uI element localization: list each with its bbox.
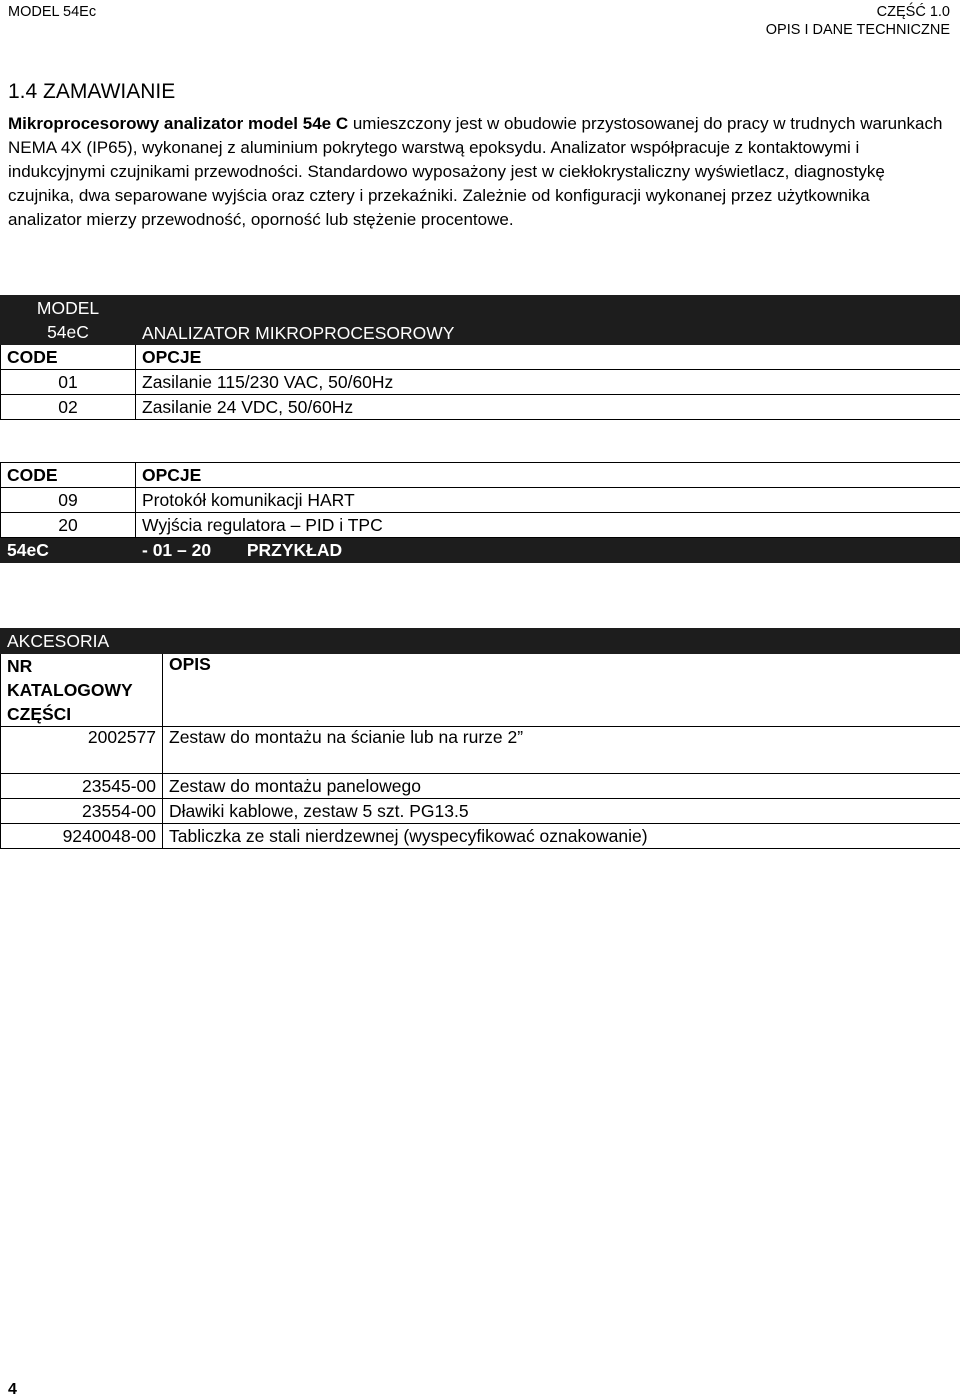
- table-row: [1, 799, 960, 824]
- table-row: [1, 488, 960, 513]
- catalog-number-header: NR KATALOGOWY CZĘŚCI: [1, 654, 163, 727]
- page-number: 4: [8, 1381, 17, 1398]
- option-desc: Zasilanie 24 VDC, 50/60Hz: [136, 395, 960, 420]
- option-desc: Wyjścia regulatora – PID i TPC: [136, 513, 960, 538]
- part-description: Dławiki kablowe, zestaw 5 szt. PG13.5: [163, 799, 960, 824]
- options-header: OPCJE: [136, 345, 960, 370]
- table-row: [1, 774, 960, 799]
- table-row: [1, 727, 960, 774]
- part-description: Zestaw do montażu panelowego: [163, 774, 960, 799]
- options-header: OPCJE: [136, 463, 960, 488]
- table-row: [1, 824, 960, 849]
- code-header: CODE: [1, 463, 136, 488]
- intro-bold: Mikroprocesorowy analizator model 54e C: [8, 114, 349, 133]
- part-number: 9240048-00: [1, 824, 163, 849]
- model-value: 54eC: [47, 322, 89, 342]
- model-column-headers: [1, 345, 960, 370]
- model-table: [0, 295, 960, 420]
- model-label-cell: [1, 296, 136, 345]
- option-desc: Zasilanie 115/230 VAC, 50/60Hz: [136, 370, 960, 395]
- part-number: 2002577: [1, 727, 163, 774]
- accessories-column-headers: [1, 654, 960, 727]
- option-code: 09: [1, 488, 136, 513]
- section-title: 1.4 ZAMAWIANIE: [8, 80, 176, 103]
- model-description: ANALIZATOR MIKROPROCESOROWY: [136, 296, 960, 345]
- part-description: Zestaw do montażu na ścianie lub na rurze 2”: [163, 727, 960, 774]
- description-header: OPIS: [163, 654, 960, 727]
- option-desc: Protokół komunikacji HART: [136, 488, 960, 513]
- intro-text: umieszczony jest w obudowie przystosowanej do pracy w trudnych warunkach NEMA 4X (IP65), wykonanej z aluminium pokrytego warstwą epoksydu. Analizator współpracuje z kontaktowymi i indukcyjnymi czujnikami przewodności. Standardowo wyposażony jest w ciekłokrystaliczny wyświetlacz, diagnostykę czujnika, dwa separowane wyjścia oraz cztery i przekaźniki. Zależnie od konfiguracji wykonanej przez użytkownika analizator mierzy przewodność, oporność lub stężenie procentowe.: [8, 114, 943, 229]
- header-part: CZĘŚĆ 1.0: [876, 4, 950, 20]
- accessories-table: [0, 628, 960, 849]
- example-cell: [136, 538, 960, 563]
- table-row: [1, 513, 960, 538]
- part-number: 23545-00: [1, 774, 163, 799]
- options-table: [0, 462, 960, 563]
- code-header: CODE: [1, 345, 136, 370]
- options-column-headers: [1, 463, 960, 488]
- model-label: MODEL: [36, 298, 100, 318]
- option-code: 20: [1, 513, 136, 538]
- intro-paragraph: [8, 112, 948, 232]
- part-description: Tabliczka ze stali nierdzewnej (wyspecyfikować oznakowanie): [163, 824, 960, 849]
- example-label: PRZYKŁAD: [246, 539, 343, 560]
- option-code: 01: [1, 370, 136, 395]
- accessories-title-row: [1, 629, 960, 654]
- accessories-title: AKCESORIA: [1, 629, 960, 654]
- table-row: [1, 370, 960, 395]
- header-model: MODEL 54Ec: [8, 4, 97, 20]
- example-model: 54eC: [1, 538, 136, 563]
- example-row: [1, 538, 960, 563]
- option-code: 02: [1, 395, 136, 420]
- example-code: - 01 – 20: [142, 539, 212, 560]
- header-section-name: OPIS I DANE TECHNICZNE: [765, 22, 950, 38]
- table-row: [1, 395, 960, 420]
- model-header-row: [1, 296, 960, 345]
- part-number: 23554-00: [1, 799, 163, 824]
